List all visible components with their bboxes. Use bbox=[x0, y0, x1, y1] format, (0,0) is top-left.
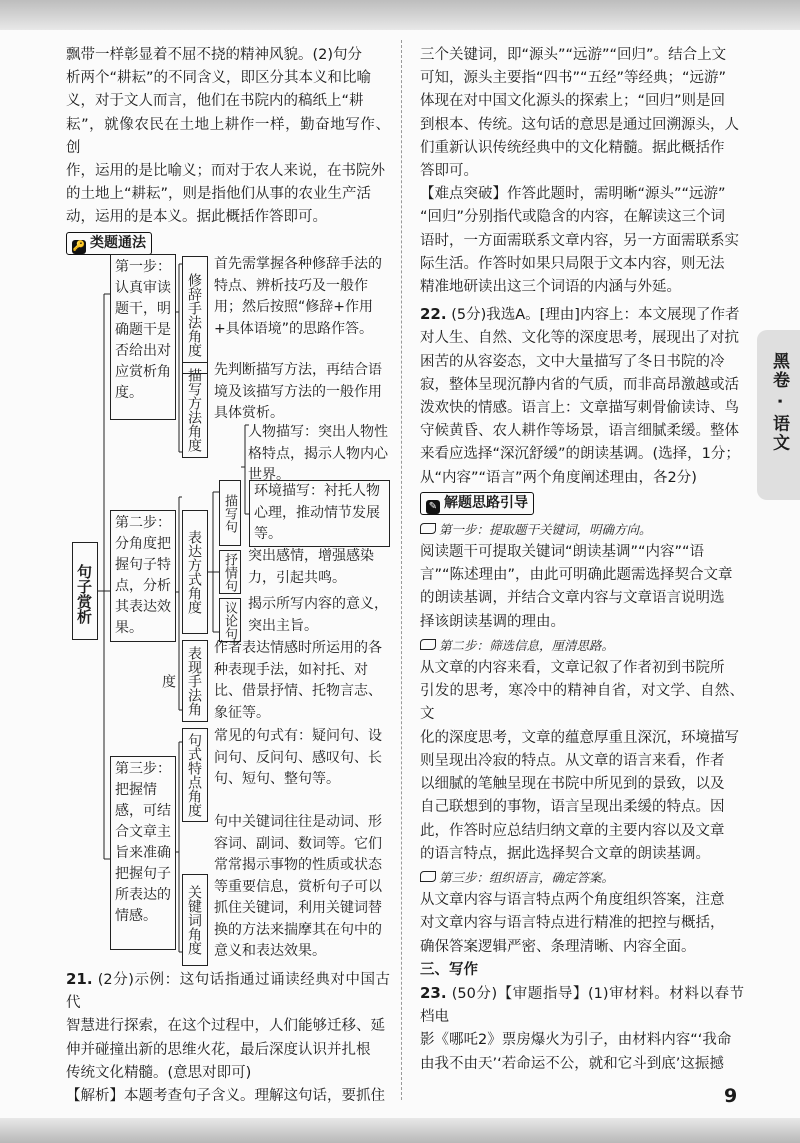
sub-description-sentence: 描写句 bbox=[219, 480, 241, 546]
text-line: 从文章的内容来看，文章记叙了作者初到书院所 bbox=[420, 660, 725, 677]
text-line: 化的深度思考，文章的蕴意厚重且深沉，环境描写 bbox=[420, 729, 739, 746]
text-line: 们重新认识传统经典中的文化精髓。据此概括作 bbox=[420, 139, 725, 156]
text-line: 则呈现出冷寂的特点。从文章的语言来看，作者 bbox=[420, 752, 725, 769]
bottom-scan-edge bbox=[0, 1118, 800, 1143]
text-line: (5分)我选A。[理由]内容上：本文展现了作者 bbox=[451, 307, 740, 324]
text-line: 泼欢快的情感。语言上：文章描写刺骨偷读诗、鸟 bbox=[420, 400, 739, 417]
note-icon: ✎ bbox=[426, 500, 440, 514]
guide-step-one-label: 第一步：提取题干关键词，明确方向。 bbox=[439, 521, 652, 537]
text-line: 的土地上“耕耘”，则是指他们从事的农业生产活 bbox=[66, 186, 372, 203]
text-line: 的语言特点，据此选择契合文章的朗读基调。 bbox=[420, 845, 710, 862]
pointing-hand-icon bbox=[420, 639, 436, 650]
category-description: 描写方法角度 bbox=[182, 362, 208, 458]
guide-step-two-label: 第二步：筛选信息，厘清思路。 bbox=[439, 637, 615, 653]
text-line: “回归”分别指代或隐含的内容，在解读这三个词 bbox=[420, 209, 726, 226]
text-line: 守候黄昏、农人耕作等场景，语言细腻柔缓。整体 bbox=[420, 423, 739, 440]
question-number: 22. bbox=[420, 305, 447, 324]
text-line: 对人生、自然、文化等的深度思考，展现出了对抗 bbox=[420, 330, 739, 347]
page-number: 9 bbox=[724, 1085, 738, 1107]
right-column bbox=[420, 44, 744, 1076]
question-23 bbox=[420, 982, 744, 1076]
text-line: 体现在对中国文化源头的探索上；“回归”则是回 bbox=[420, 93, 726, 110]
text-line: 确保答案逻辑严密、条理清晰、内容全面。 bbox=[420, 938, 696, 955]
lyric-text: 突出感情，增强感染力，引起共鸣。 bbox=[248, 548, 374, 586]
text-line: 困苦的从容姿态，文中大量描写了冬日书院的冷 bbox=[420, 353, 725, 370]
text-line: 择该朗读基调的理由。 bbox=[420, 613, 565, 630]
step-two: 第二步：分角度把握句子特点，分析其表达效果。 bbox=[110, 510, 176, 642]
text-line: 对文章内容与语言特点进行精准的把控与概括， bbox=[420, 915, 725, 932]
step-one: 第一步：认真审读题干，明确题干是否给出对应赏析角度。 bbox=[110, 254, 176, 420]
text-line: 以细腻的笔触呈现在书院中所见到的景致，以及 bbox=[420, 776, 725, 793]
text-line: 来看应选择“深沉舒缓”的朗读基调。(选择，1分； bbox=[420, 446, 740, 463]
text-line: 智慧进行探索，在这个过程中，人们能够迁移、延 bbox=[66, 1018, 385, 1035]
character-description-text: 人物描写：突出人物性格特点，揭示人物内心世界。 bbox=[248, 424, 388, 483]
text-line: 引发的思考，寒冷中的精神自省，对文学、自然、文 bbox=[420, 683, 744, 723]
category-expression: 表达方式角度 bbox=[182, 510, 208, 634]
sub-lyric-sentence: 抒情句 bbox=[219, 550, 241, 594]
question-number: 23. bbox=[420, 983, 447, 1002]
pointing-hand-icon bbox=[420, 871, 436, 882]
column-divider bbox=[401, 40, 402, 1100]
text-line: 从“内容”“语言”两个角度阐述理由，各2分) bbox=[420, 469, 697, 486]
sub-discussion-sentence: 议论句 bbox=[219, 598, 241, 642]
question-22 bbox=[420, 303, 744, 490]
category-keyword: 关键词角度 bbox=[182, 874, 208, 966]
text-line: 寂，整体呈现沉静内省的气质，而非高昂激越或活 bbox=[420, 376, 739, 393]
category-sentence: 句式特点角度 bbox=[182, 728, 208, 822]
text-line: 阅读题干可提取关键词“朗读基调”“内容”“语 bbox=[420, 544, 705, 561]
question-number: 21. bbox=[66, 970, 93, 988]
text-line: 到根本、传统。这句话的意思是通过回溯源头，人 bbox=[420, 116, 739, 133]
text-line: 影《哪吒2》票房爆火为引子，由材料内容“‘我命 bbox=[420, 1032, 732, 1049]
guide-step-two bbox=[420, 634, 744, 657]
question-21 bbox=[66, 968, 390, 1108]
text-line: 此，作答时应总结归纳文章的主要内容以及文章 bbox=[420, 822, 725, 839]
text-line: 从文章内容与语言特点两个角度组织答案，注意 bbox=[420, 892, 725, 909]
text-line: 答即可。 bbox=[420, 163, 478, 180]
pointing-hand-icon bbox=[420, 523, 436, 534]
category-technique: 表现手法角度 bbox=[182, 640, 208, 722]
text-line: 际生活。作答时如果只局限于文本内容，则无法 bbox=[420, 255, 725, 272]
environment-description-text: 环境描写：衬托人物心理，推动情节发展等。 bbox=[249, 480, 390, 547]
keyword-text: 句中关键词往往是动词、形容词、副词、数词等。它们常常揭示事物的性质或状态等重要信息，赏析句子可以抓住关键词，利用关键词替换的方法来揣摩其在句中的意义和表达效果。 bbox=[214, 814, 382, 959]
key-icon: 🔑 bbox=[72, 240, 86, 252]
method-tag-label: 类题通法 bbox=[90, 234, 146, 251]
guide-step-one bbox=[420, 518, 744, 541]
left-column-intro bbox=[66, 44, 390, 258]
sentence-text: 常见的句式有：疑问句、设问句、反问句、感叹句、长句、短句、整句等。 bbox=[214, 728, 382, 787]
text-line: 【难点突破】作答此题时，需明晰“源头”“远游” bbox=[420, 186, 726, 203]
mindmap-root: 句子赏析 bbox=[72, 542, 98, 640]
discussion-text: 揭示所写内容的意义，突出主旨。 bbox=[248, 596, 388, 634]
mindmap bbox=[66, 252, 392, 967]
step-three: 第三步：把握情感，可结合文章主旨来准确把握句子所表达的情感。 bbox=[110, 756, 176, 950]
subject-side-tab bbox=[757, 330, 800, 500]
text-line: 析两个“耕耘”的不同含义，即区分其本义和比喻 bbox=[66, 70, 372, 87]
text-line: 飘带一样彰显着不屈不挠的精神风貌。(2)句分 bbox=[66, 47, 363, 63]
guide-tag-label: 解题思路引导 bbox=[444, 494, 528, 511]
text-line: 三个关键词，即“源头”“远游”“回归”。结合上文 bbox=[420, 47, 727, 63]
text-line: 可知，源头主要指“四书”“五经”等经典；“远游” bbox=[420, 70, 727, 87]
technique-text: 作者表达情感时所运用的各种表现手法，如衬托、对比、借景抒情、托物言志、象征等。 bbox=[214, 640, 382, 721]
text-line: 【解析】本题考查句子含义。理解这句话，要抓住 bbox=[66, 1088, 385, 1105]
text-line: 的朗读基调，并结合文章内容与文章语言说明选 bbox=[420, 590, 725, 607]
text-line: (2分)示例：这句话指通过诵读经典对中国古代 bbox=[66, 972, 391, 1012]
guide-tag bbox=[420, 492, 534, 515]
text-line: 义，对于文人而言，他们在书院内的稿纸上“耕 bbox=[66, 93, 364, 110]
text-line: 由我不由天’‘若命运不公，就和它斗到底’这振撼 bbox=[420, 1055, 724, 1072]
section-heading: 三、写作 bbox=[420, 961, 478, 978]
guide-step-three-label: 第三步：组织语言，确定答案。 bbox=[439, 869, 615, 885]
text-line: 传统文化精髓。(意思对即可) bbox=[66, 1064, 252, 1081]
text-line: (50分)【审题指导】(1)审材料。材料以春节档电 bbox=[420, 985, 744, 1026]
category-rhetoric: 修辞手法角度 bbox=[182, 256, 208, 374]
text-line: 自己联想到的事物，语言呈现出柔缓的特点。因 bbox=[420, 799, 725, 816]
side-tab-label: 黑卷 · 语文 bbox=[769, 352, 789, 453]
text-line: 精准地研读出这三个词语的内涵与外延。 bbox=[420, 279, 681, 296]
guide-step-three bbox=[420, 866, 744, 889]
text-line: 动，运用的是本义。据此概括作答即可。 bbox=[66, 209, 327, 226]
text-line: 耘”，就像农民在土地上耕作一样，勤奋地写作、创 bbox=[66, 116, 390, 156]
rhetoric-text: 首先需掌握各种修辞手法的特点、辨析技巧及一般作用；然后按照“修辞+作用+具体语境”的思路作答。 bbox=[214, 256, 382, 337]
text-line: 言”“陈述理由”，由此可明确此题需选择契合文章 bbox=[420, 567, 733, 584]
description-text: 先判断描写方法，再结合语境及该描写方法的一般作用具体赏析。 bbox=[214, 362, 382, 421]
text-line: 作，运用的是比喻义；而对于农人来说，在书院外 bbox=[66, 163, 385, 180]
text-line: 伸并碰撞出新的思维火花，最后深度认识并扎根 bbox=[66, 1041, 371, 1058]
top-scan-edge bbox=[0, 0, 800, 30]
text-line: 语时，一方面需联系文章内容，另一方面需联系实 bbox=[420, 232, 739, 249]
